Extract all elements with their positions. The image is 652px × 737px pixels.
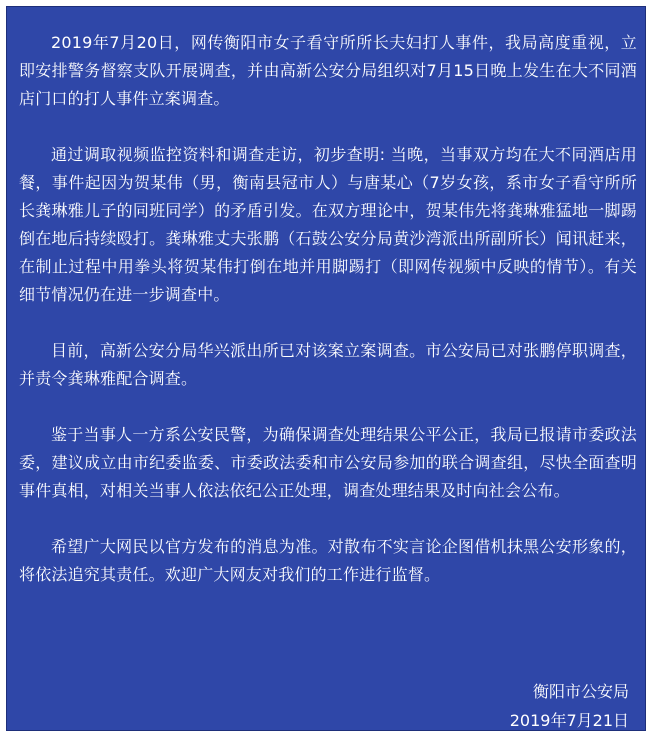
notice-body [19, 29, 637, 617]
paragraph-4: 鉴于当事人一方系公安民警，为确保调查处理结果公平公正，我局已报请市委政法委，建议成立由市纪委监委、市委政法委和市公安局参加的联合调查组，尽快全面查明事件真相，对相关当事人依法依纪公正处理，调查处理结果及时向社会公布。 [19, 425, 637, 500]
paragraph-1: 2019年7月20日，网传衡阳市女子看守所所长夫妇打人事件，我局高度重视，立即安排警务督察支队开展调查，并由高新公安分局组织对7月15日晚上发生在大不同酒店门口的打人事件立案调查。 [19, 33, 637, 108]
signature-date: 2019年7月21日 [509, 711, 629, 730]
paragraph-5: 希望广大网民以官方发布的消息为准。对散布不实言论企图借机抹黑公安形象的，将依法追究其责任。欢迎广大网友对我们的工作进行监督。 [19, 537, 637, 584]
signature-organization: 衡阳市公安局 [532, 682, 629, 701]
notice-panel [6, 6, 646, 731]
paragraph-3: 目前，高新公安分局华兴派出所已对该案立案调查。市公安局已对张鹏停职调查，并责令龚琳雅配合调查。 [19, 341, 637, 388]
paragraph-2: 通过调取视频监控资料和调查走访，初步查明: 当晚，当事双方均在大不同酒店用餐，事件起因为贺某伟（男，衡南县冠市人）与唐某心（7岁女孩，系市女子看守所所长龚琳雅儿子的同班同学）的矛盾引发。在双方理论中，贺某伟先将龚琳雅猛地一脚踢倒在地后持续殴打。龚琳雅丈夫张鹏（石鼓公安分局黄沙湾派出所副所长）闻讯赶来，在制止过程中用拳头将贺某伟打倒在地并用脚踢打（即网传视频中反映的情节）。有关细节情况仍在进一步调查中。 [19, 145, 637, 304]
